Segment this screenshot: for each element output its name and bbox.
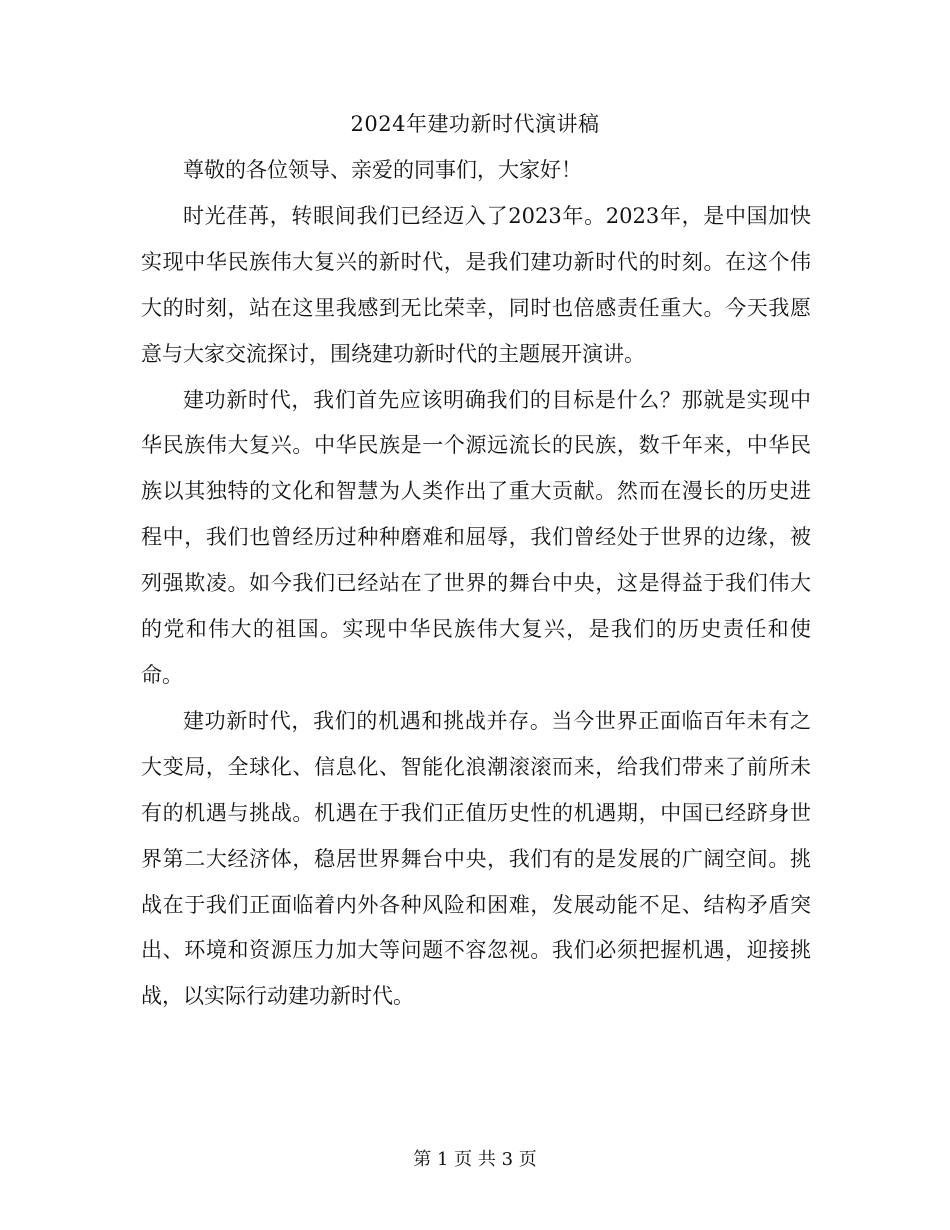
paragraph-goal: 建功新时代，我们首先应该明确我们的目标是什么？那就是实现中华民族伟大复兴。中华民族是一个源远流长的民族，数千年来，中华民族以其独特的文化和智慧为人类作出了重大贡献。然而在漫长的历史进程中，我们也曾经历过种种磨难和屈辱，我们曾经处于世界的边缘，被列强欺凌。如今我们已经站在了世界的舞台中央，这是得益于我们伟大的党和伟大的祖国。实现中华民族伟大复兴，是我们的历史责任和使命。 [141, 387, 811, 687]
document-title: 2024年建功新时代演讲稿 [350, 112, 600, 136]
paragraph-intro: 时光荏苒，转眼间我们已经迈入了2023年。2023年，是中国加快实现中华民族伟大复兴的新时代，是我们建功新时代的时刻。在这个伟大的时刻，站在这里我感到无比荣幸，同时也倍感责任重大。今天我愿意与大家交流探讨，围绕建功新时代的主题展开演讲。 [141, 203, 811, 366]
document-body [141, 148, 811, 1020]
paragraph-opportunities: 建功新时代，我们的机遇和挑战并存。当今世界正面临百年未有之大变局，全球化、信息化、智能化浪潮滚滚而来，给我们带来了前所未有的机遇与挑战。机遇在于我们正值历史性的机遇期，中国已经跻身世界第二大经济体，稳居世界舞台中央，我们有的是发展的广阔空间。挑战在于我们正面临着内外各种风险和困难，发展动能不足、结构矛盾突出、环境和资源压力加大等问题不容忽视。我们必须把握机遇，迎接挑战，以实际行动建功新时代。 [141, 708, 811, 1009]
page-footer: 第 1 页 共 3 页 [413, 1149, 537, 1170]
paragraph-greeting: 尊敬的各位领导、亲爱的同事们，大家好！ [183, 158, 582, 182]
